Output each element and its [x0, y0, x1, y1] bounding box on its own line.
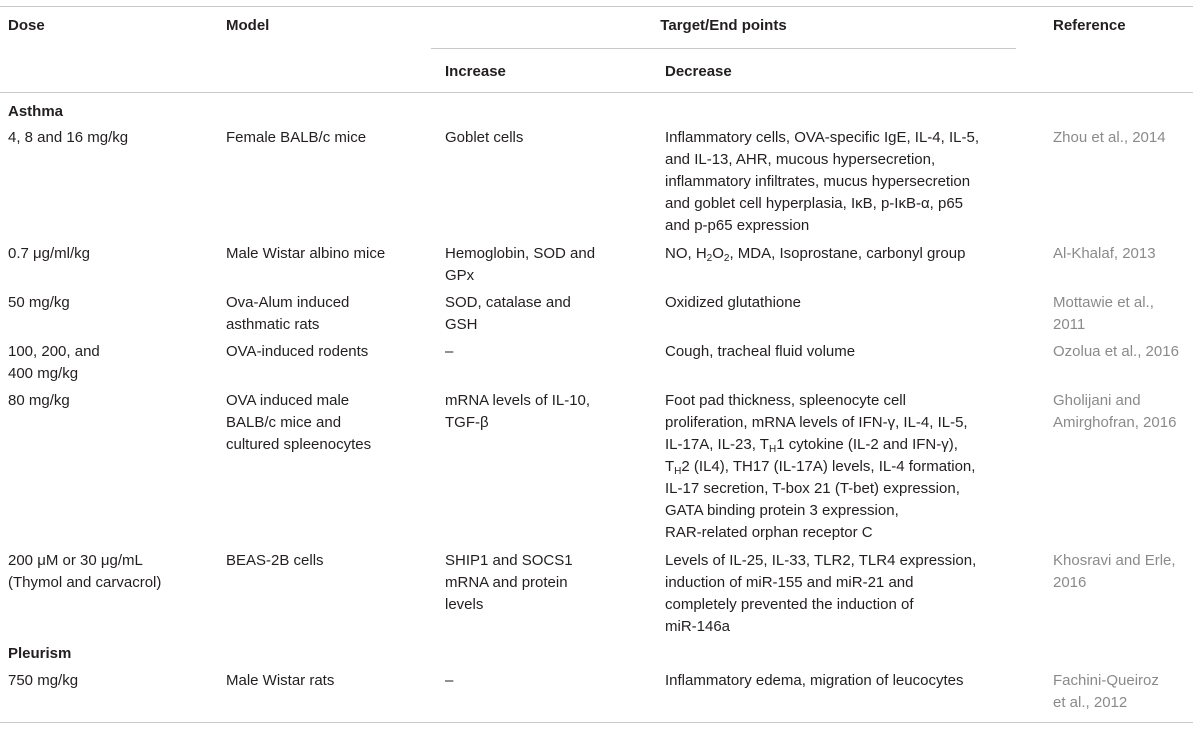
section-heading-pleurism: Pleurism — [8, 645, 72, 662]
cell-reference: Gholijani and Amirghofran, 2016 — [1053, 392, 1177, 431]
cell-increase: SOD, catalase and GSH — [445, 294, 571, 333]
cell-decrease: Inflammatory cells, OVA-specific IgE, IL-4, IL-5, and IL-13, AHR, mucous hypersecretion, inflammatory infiltrates, mucus hypersecretion and goblet cell hyperplasia, IκB, p-IκB-α, p65 and p-p65 expression — [665, 129, 979, 234]
cell-reference: Khosravi and Erle, 2016 — [1053, 552, 1176, 591]
header-model: Model — [226, 17, 270, 34]
cell-model: Female BALB/c mice — [226, 129, 367, 146]
target-subheader-rule — [431, 48, 1016, 49]
header-target: Target/End points — [660, 17, 787, 34]
header-dose: Dose — [8, 17, 45, 34]
cell-decrease: Levels of IL-25, IL-33, TLR2, TLR4 expression, induction of miR-155 and miR-21 and completely prevented the induction of miR-146a — [665, 552, 977, 635]
cell-decrease: NO, $H_2O_2$, MDA, Isoprostane, carbonyl group — [665, 245, 966, 264]
cell-model: Male Wistar rats — [226, 672, 335, 689]
header-bottom-rule — [0, 92, 1193, 93]
cell-model: Male Wistar albino mice — [226, 245, 386, 262]
header-decrease: Decrease — [665, 63, 732, 80]
cell-model: BEAS-2B cells — [226, 552, 324, 569]
cell-increase: Hemoglobin, SOD and GPx — [445, 245, 596, 284]
cell-decrease: Oxidized glutathione — [665, 294, 801, 311]
section-heading-asthma: Asthma — [8, 103, 64, 120]
cell-increase: Goblet cells — [445, 129, 524, 146]
cell-dose: 750 mg/kg — [8, 672, 79, 689]
cell-increase: SHIP1 and SOCS1 mRNA and protein levels — [445, 552, 573, 613]
cell-reference: Zhou et al., 2014 — [1053, 129, 1166, 146]
cell-model: OVA-induced rodents — [226, 343, 369, 360]
cell-decrease: Cough, tracheal fluid volume — [665, 343, 856, 360]
header-increase: Increase — [445, 63, 506, 80]
cell-increase: – — [445, 343, 454, 360]
cell-reference: Al-Khalaf, 2013 — [1053, 245, 1156, 262]
cell-model: OVA induced male BALB/c mice and cultured spleenocytes — [226, 392, 372, 453]
cell-dose: 0.7 μg/ml/kg — [8, 245, 91, 262]
cell-reference: Mottawie et al., 2011 — [1053, 294, 1154, 333]
cell-dose: 50 mg/kg — [8, 294, 70, 311]
cell-dose: 100, 200, and 400 mg/kg — [8, 343, 100, 382]
cell-reference: Ozolua et al., 2016 — [1053, 343, 1179, 360]
cell-increase: mRNA levels of IL-10, TGF-β — [445, 392, 591, 431]
cell-reference: Fachini-Queiroz et al., 2012 — [1053, 672, 1159, 711]
cell-dose: 4, 8 and 16 mg/kg — [8, 129, 129, 146]
cell-decrease: Inflammatory edema, migration of leucocytes — [665, 672, 964, 689]
cell-decrease: Foot pad thickness, spleenocyte cell proliferation, mRNA levels of IFN-γ, IL-4, IL-5, IL-17A, IL-23, $T_H1$ cytokine (IL-2 and IFN-γ), $T_H2$ (IL4), TH17 (IL-17A) levels, IL-4 formation, IL-17 secretion, T-box 21 (T-bet) expression, GATA binding protein 3 expression, RAR-related orphan receptor C — [665, 392, 976, 541]
cell-dose: 80 mg/kg — [8, 392, 70, 409]
bottom-rule — [0, 722, 1193, 723]
top-rule — [0, 6, 1193, 7]
cell-increase: – — [445, 672, 454, 689]
cell-dose: 200 μM or 30 μg/mL (Thymol and carvacrol) — [8, 552, 162, 591]
cell-model: Ova-Alum induced asthmatic rats — [226, 294, 350, 333]
header-reference: Reference — [1053, 17, 1126, 34]
